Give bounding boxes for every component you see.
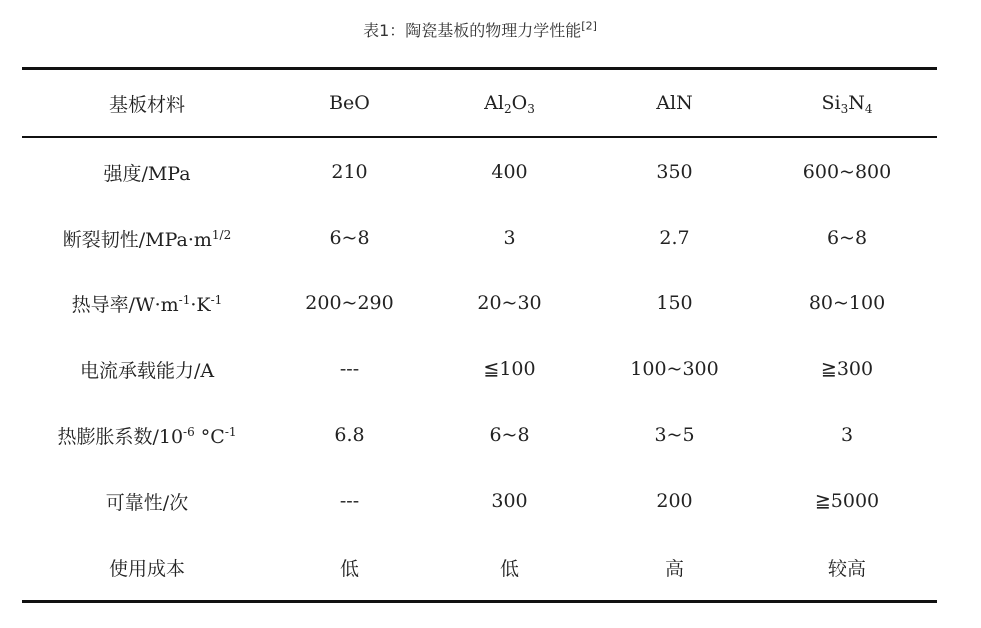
cell-si3n4: 80~100	[808, 292, 886, 314]
cell-al2o3: 20~30	[477, 292, 542, 314]
header-aln: AlN	[656, 92, 693, 114]
cell-aln: 200	[656, 490, 693, 512]
table-row-strength	[22, 157, 937, 187]
table-caption	[0, 18, 960, 41]
table-row-fracture-toughness	[22, 223, 937, 253]
cell-al2o3: ≦100	[483, 358, 536, 380]
cell-si3n4: 6~8	[826, 227, 868, 249]
cell-si3n4: 较高	[827, 557, 866, 580]
row-label: 热导率$/W\cdot m^{-1}\cdot K^{-1}$	[71, 292, 223, 316]
table-top-rule	[22, 67, 937, 70]
table-row-thermal-conductivity	[22, 288, 937, 318]
cell-al2o3: 400	[491, 161, 528, 183]
caption-text: 表1：陶瓷基板的物理力学性能	[363, 21, 582, 40]
cell-aln: 高	[664, 557, 684, 580]
header-si3n4: $Si_3N_4$	[821, 92, 873, 116]
cell-beo: 200~290	[305, 292, 394, 314]
table-bottom-rule	[22, 600, 937, 603]
row-label: 使用成本	[108, 557, 185, 580]
table-row-current-capacity	[22, 354, 937, 384]
header-beo: BeO	[329, 92, 370, 114]
cell-si3n4: 3	[840, 424, 854, 446]
cell-al2o3: 3	[503, 227, 516, 249]
cell-beo: 6.8	[334, 424, 365, 446]
cell-aln: 3~5	[654, 424, 695, 446]
row-label: 断裂韧性$/MPa\cdot m^{1/2}$	[62, 227, 232, 251]
table-header-rule	[22, 136, 937, 138]
cell-si3n4: 600~800	[802, 161, 892, 183]
caption-reference[interactable]: [2]	[581, 19, 597, 33]
row-label: 电流承载能力/A	[79, 359, 215, 382]
cell-beo: ---	[339, 358, 360, 380]
cell-beo: 6~8	[329, 227, 370, 249]
table-row-thermal-expansion	[22, 420, 937, 450]
row-label: 热膨胀系数$/10^{-6}$ $^\circ C^{-1}$	[57, 424, 237, 448]
cell-beo: 210	[331, 161, 368, 183]
cell-beo: ---	[339, 490, 360, 512]
cell-aln: 2.7	[659, 227, 690, 249]
row-label: 强度/MPa	[103, 162, 191, 185]
cell-aln: 150	[656, 292, 693, 314]
cell-si3n4: ≧5000	[814, 490, 880, 512]
header-al2o3: $Al_2O_3$	[484, 92, 535, 116]
table-row-reliability	[22, 486, 937, 516]
header-material: 基板材料	[108, 93, 185, 116]
cell-beo: 低	[339, 557, 359, 580]
table-row-cost	[22, 552, 937, 582]
cell-aln: 350	[656, 161, 693, 183]
row-label: 可靠性/次	[105, 491, 189, 514]
cell-si3n4: ≧300	[820, 358, 874, 380]
cell-al2o3: 300	[491, 490, 528, 512]
cell-al2o3: 低	[499, 557, 519, 580]
table-header-row	[22, 88, 937, 118]
cell-al2o3: 6~8	[489, 424, 530, 446]
cell-aln: 100~300	[630, 358, 719, 380]
